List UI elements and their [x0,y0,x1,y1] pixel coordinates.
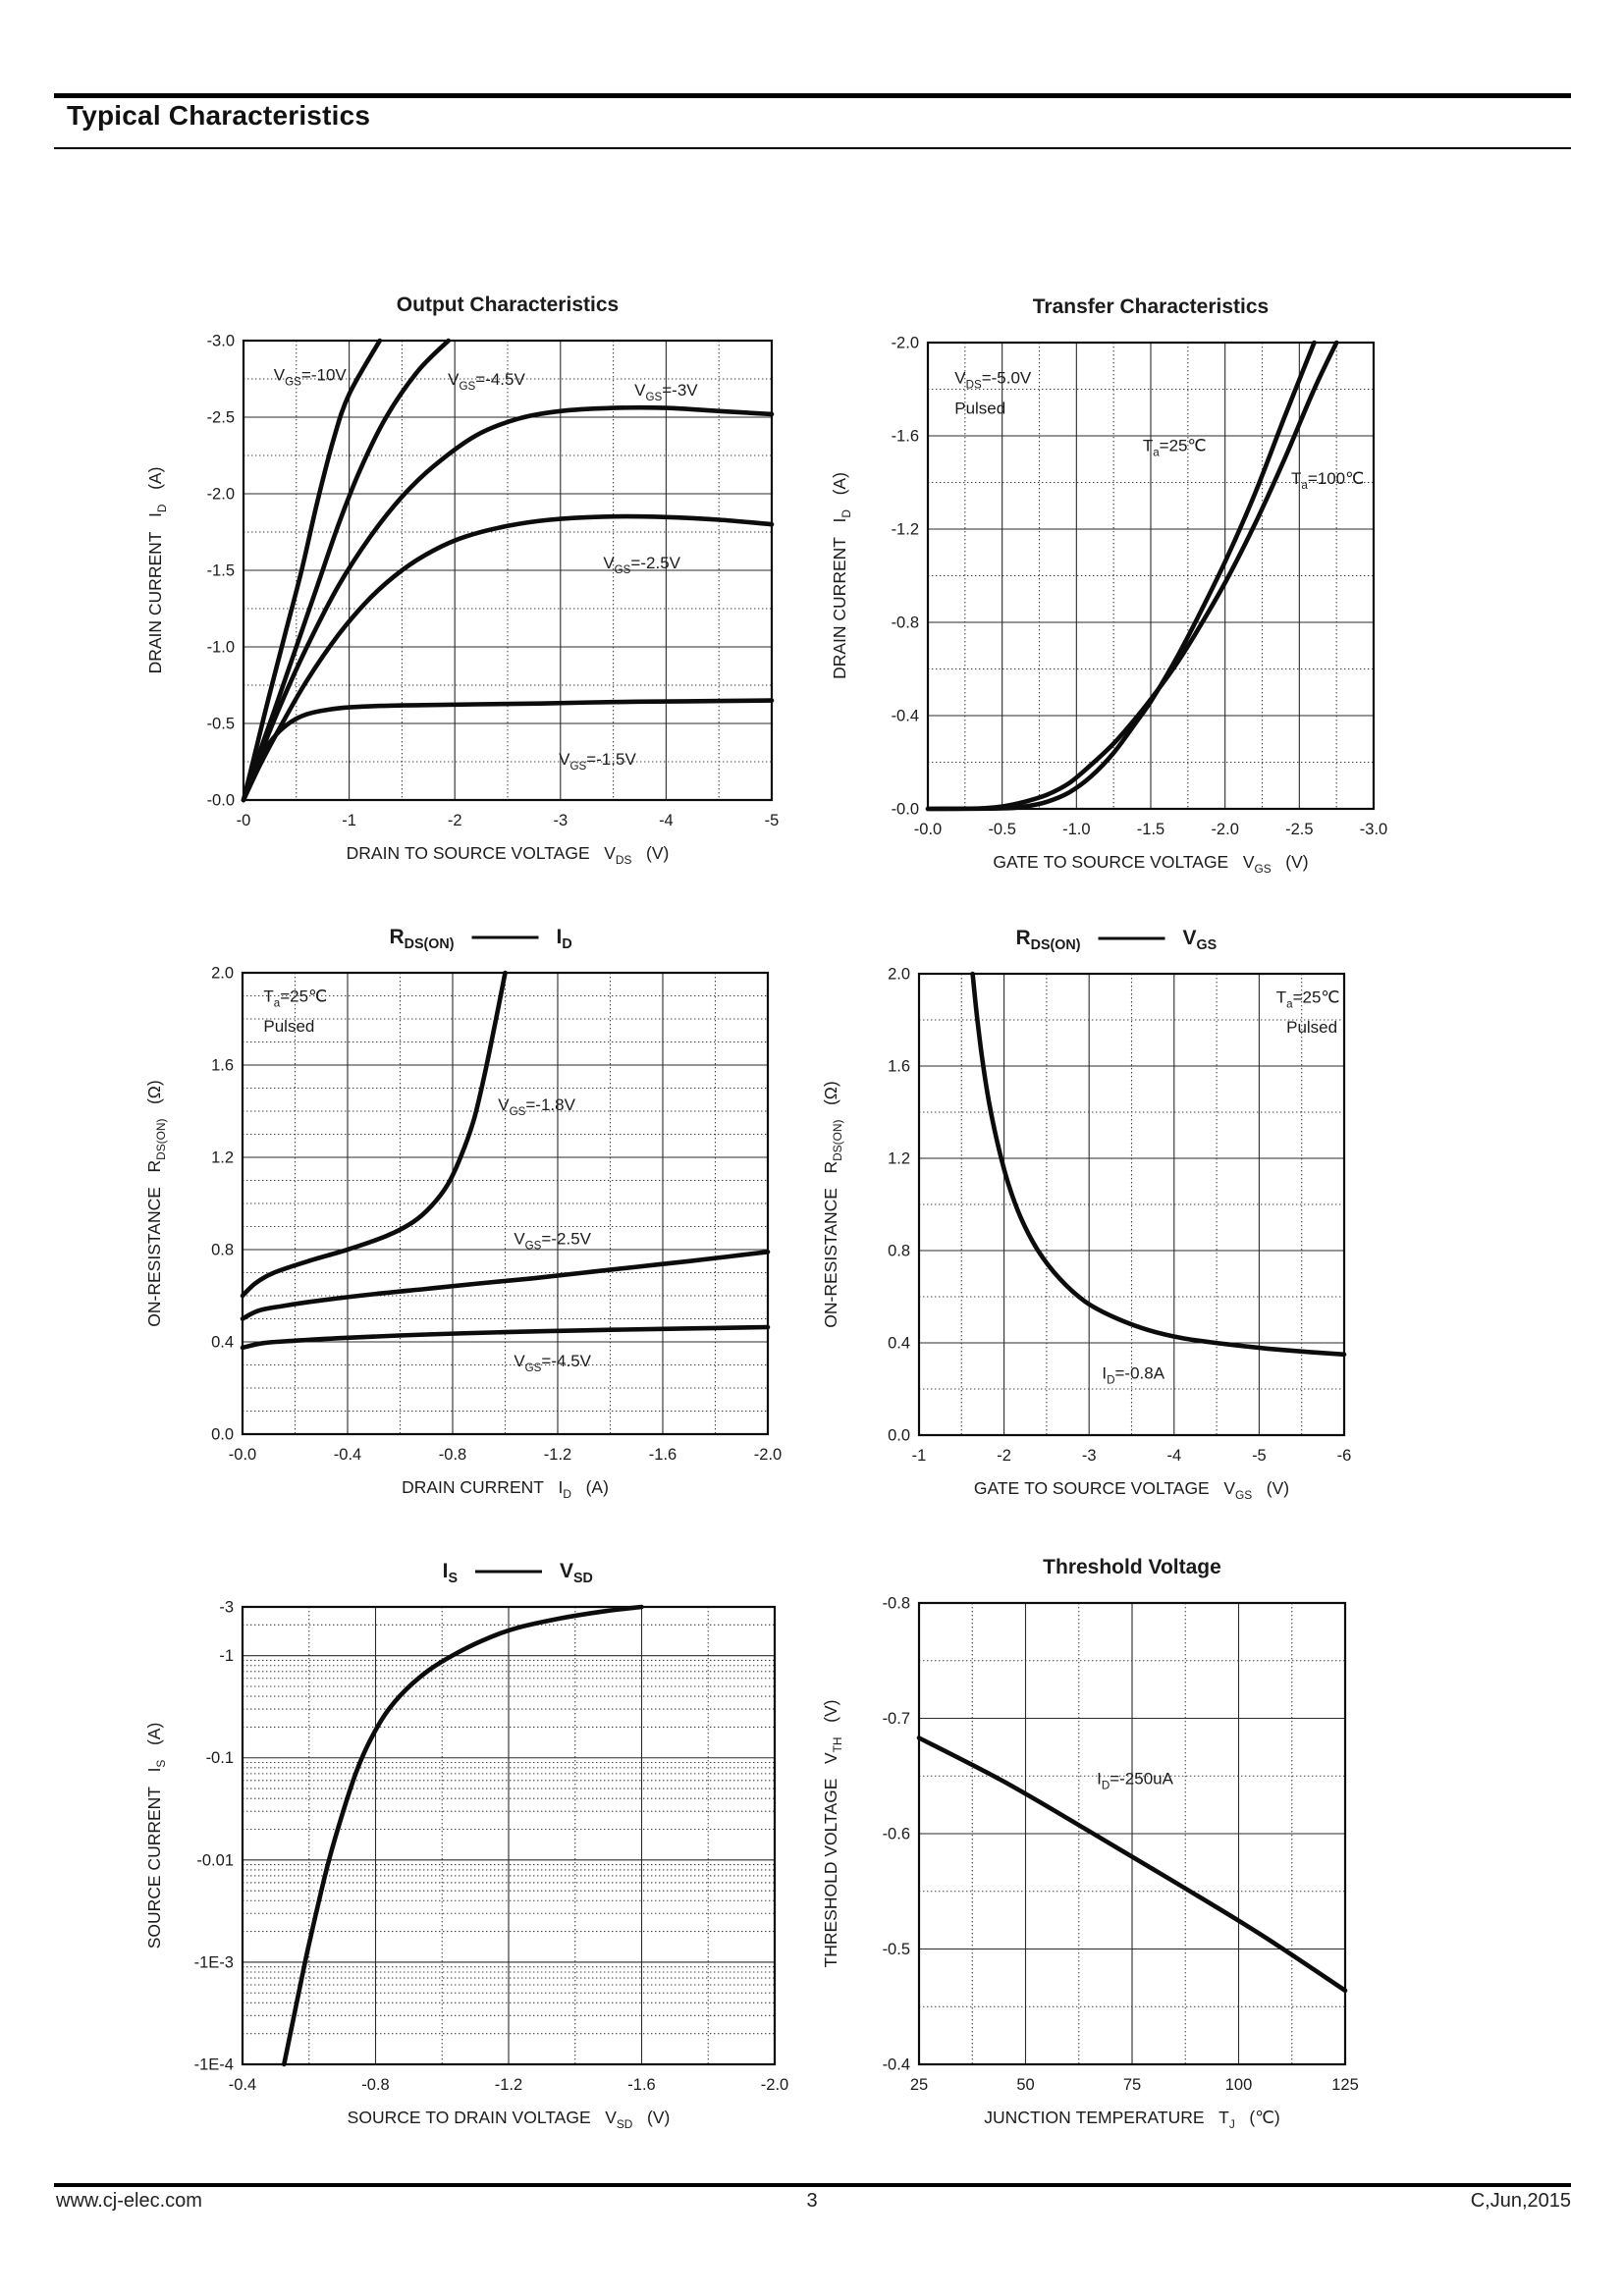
chart-title [397,294,619,316]
svg-text:-1.2: -1.2 [891,520,919,539]
svg-text:VGS=-2.5V: $V_{GS}=-2.5V$ [603,554,680,577]
series-VGS=-4.5V [243,1327,768,1348]
tick-labels [888,966,1351,1466]
y-axis-title: THRESHOLD VOLTAGE $V_{TH}$ (V) [821,1699,844,1968]
chart-title [1016,927,1218,953]
svg-text:-0.8: -0.8 [891,614,919,632]
svg-text:0.8: 0.8 [888,1242,910,1260]
header-rule [54,93,1571,98]
svg-text:IS: $I_S$ [442,1560,458,1586]
svg-text:ID: $I_D$ [556,926,572,952]
svg-text:Ta=25℃: $T_a=25℃$ [1275,988,1340,1011]
svg-text:-5: -5 [764,812,780,829]
svg-text:Transfer Characteristics: Transfer Characteristics [1032,295,1270,318]
svg-text:-4: -4 [1166,1447,1182,1465]
annotations [1097,1770,1174,1792]
svg-text:Pulsed: Pulsed [263,1017,315,1037]
svg-text:VGS=-4.5V: $V_{GS}=-4.5V$ [514,1351,591,1374]
x-axis-title: SOURCE TO DRAIN VOLTAGE $V_{SD}$ (V) [347,2108,671,2131]
svg-text:VGS=-1.5V: $V_{GS}=-1.5V$ [559,749,636,773]
svg-text:-4: -4 [659,812,674,829]
svg-text:VGS: $V_{GS}$ [1182,927,1218,953]
major-grid [919,1603,1345,2064]
footer-rule [54,2183,1571,2187]
svg-text:0.4: 0.4 [888,1334,910,1353]
svg-text:VGS=-10V: $V_{GS}=-10V$ [273,365,347,389]
tick-labels [207,333,780,830]
svg-text:VSD: $V_{SD}$ [560,1560,593,1586]
svg-text:-0.1: -0.1 [205,1749,234,1768]
svg-text:-1.2: -1.2 [543,1446,572,1464]
svg-text:ID=-250uA: $I_D=-250uA$ [1097,1769,1173,1792]
header-subrule [54,147,1571,149]
svg-text:-0.4: -0.4 [882,2056,910,2074]
svg-text:-2.5: -2.5 [206,408,235,427]
footer-website: www.cj-elec.com [56,2190,202,2212]
svg-text:-3.0: -3.0 [206,332,235,350]
svg-text:-5: -5 [1252,1447,1267,1465]
svg-text:-3: -3 [1081,1447,1097,1465]
svg-text:VGS=-3V: $V_{GS}=-3V$ [634,380,698,403]
chart-is-vs-vsd [127,1542,804,2143]
svg-text:-0.5: -0.5 [206,715,235,733]
chart-threshold-voltage [803,1538,1375,2143]
y-axis-title: DRAIN CURRENT $I_D$ (A) [145,466,169,674]
svg-text:-0.4: -0.4 [228,2076,257,2094]
svg-text:0.0: 0.0 [211,1425,234,1444]
minor-grid [243,973,768,1434]
svg-text:-0.0: -0.0 [206,791,235,810]
svg-text:-1.6: -1.6 [627,2076,656,2094]
svg-text:-1E-4: -1E-4 [193,2056,234,2074]
x-axis-title: GATE TO SOURCE VOLTAGE $V_{GS}$ (V) [973,1478,1290,1502]
annotations [954,369,1364,492]
footer-page-number: 3 [806,2190,818,2212]
x-axis-title: DRAIN CURRENT $I_D$ (A) [402,1477,609,1501]
svg-text:-0.6: -0.6 [882,1825,910,1843]
major-grid [243,1607,775,2064]
chart-output-characteristics [128,276,801,879]
series-VGS=-2.5V [243,1252,768,1318]
svg-text:-0.8: -0.8 [882,1594,910,1613]
svg-text:-0.0: -0.0 [913,821,943,838]
svg-text:-0.4: -0.4 [333,1446,362,1464]
footer-revision: C,Jun,2015 [1470,2190,1571,2212]
svg-text:100: 100 [1224,2076,1253,2094]
svg-text:-3: -3 [219,1598,234,1617]
svg-text:VDS=-5.0V: $V_{DS}=-5.0V$ [954,368,1032,392]
svg-text:ID=-0.8A: $I_D=-0.8A$ [1102,1363,1165,1387]
x-axis-title: JUNCTION TEMPERATURE $T_J$ (℃) [984,2108,1280,2131]
svg-text:Output Characteristics: Output Characteristics [396,294,620,316]
chart-title [390,926,572,952]
svg-text:-6: -6 [1336,1447,1352,1465]
svg-text:Threshold Voltage: Threshold Voltage [1043,1556,1221,1578]
svg-text:-0: -0 [236,812,251,829]
svg-text:-2.0: -2.0 [753,1446,783,1464]
x-axis-title: DRAIN TO SOURCE VOLTAGE $V_{DS}$ (V) [346,843,670,867]
svg-text:-2.0: -2.0 [891,334,919,352]
svg-text:Pulsed: Pulsed [1286,1018,1338,1038]
svg-text:-3: -3 [553,812,568,829]
svg-text:-0.7: -0.7 [882,1710,910,1728]
svg-text:50: 50 [1016,2076,1035,2094]
svg-text:-0.0: -0.0 [228,1446,257,1464]
x-axis-title: GATE TO SOURCE VOLTAGE $V_{GS}$ (V) [993,852,1309,876]
svg-text:0.4: 0.4 [211,1333,234,1352]
svg-text:-1.2: -1.2 [494,2076,523,2094]
svg-text:VGS=-2.5V: $V_{GS}=-2.5V$ [514,1229,591,1253]
y-axis-title: DRAIN CURRENT $I_D$ (A) [830,472,853,679]
y-axis-title: ON-RESISTANCE $R_{DS(ON)}$ (Ω) [821,1081,844,1328]
svg-text:VGS=-4.5V: $V_{GS}=-4.5V$ [448,370,525,393]
svg-text:-2.0: -2.0 [206,485,235,504]
svg-text:1.6: 1.6 [888,1057,910,1076]
svg-text:RDS(ON): $R_{DS(ON)}$ [1015,927,1081,953]
svg-text:-0.0: -0.0 [891,800,919,819]
svg-text:-2.5: -2.5 [1285,821,1314,838]
chart-rdson-vs-id [127,908,797,1513]
svg-text:-1.5: -1.5 [206,561,235,580]
svg-text:-1E-3: -1E-3 [193,1953,234,1972]
svg-text:-0.8: -0.8 [438,1446,467,1464]
svg-text:-0.5: -0.5 [988,821,1016,838]
svg-text:-1: -1 [342,812,356,829]
chart-title [443,1560,593,1586]
svg-text:-0.4: -0.4 [891,707,919,725]
svg-text:Ta=25℃: $T_a=25℃$ [1142,436,1207,459]
svg-text:-1.0: -1.0 [206,638,235,657]
tick-labels [194,1599,789,2095]
svg-text:1.2: 1.2 [211,1148,234,1167]
series-IS [284,1607,641,2064]
svg-text:-1: -1 [911,1447,927,1465]
page-title: Typical Characteristics [67,100,371,131]
chart-title [1043,1556,1221,1578]
svg-text:-2: -2 [447,812,462,829]
svg-text:VGS=-1.8V: $V_{GS}=-1.8V$ [498,1095,575,1118]
svg-text:RDS(ON): $R_{DS(ON)}$ [389,926,455,952]
svg-text:125: 125 [1331,2076,1359,2094]
tick-labels [211,965,782,1465]
svg-text:Ta=25℃: $T_a=25℃$ [263,987,328,1010]
svg-text:-2.0: -2.0 [760,2076,789,2094]
svg-text:0.0: 0.0 [888,1426,910,1445]
svg-text:-0.01: -0.01 [196,1851,234,1870]
svg-text:1.6: 1.6 [211,1056,234,1075]
svg-text:0.8: 0.8 [211,1241,234,1259]
y-axis-title: SOURCE CURRENT $I_S$ (A) [144,1722,168,1949]
svg-text:2.0: 2.0 [211,964,234,983]
series [284,1607,641,2064]
svg-text:-1: -1 [219,1647,234,1666]
chart-title [1033,295,1269,318]
svg-text:-1.6: -1.6 [891,427,919,446]
y-axis-title: ON-RESISTANCE $R_{DS(ON)}$ (Ω) [144,1080,168,1327]
svg-text:Ta=100℃: $T_a=100℃$ [1290,468,1365,492]
chart-transfer-characteristics [812,278,1403,887]
svg-text:Pulsed: Pulsed [954,399,1006,418]
svg-text:-0.8: -0.8 [361,2076,390,2094]
svg-text:75: 75 [1122,2076,1142,2094]
svg-text:25: 25 [909,2076,929,2094]
chart-rdson-vs-vgs [803,909,1374,1514]
svg-text:-0.5: -0.5 [882,1941,910,1958]
svg-text:-1.6: -1.6 [648,1446,677,1464]
tick-labels [883,1595,1359,2095]
svg-text:-1.5: -1.5 [1136,821,1165,838]
svg-text:-1.0: -1.0 [1062,821,1091,838]
svg-text:-2: -2 [997,1447,1011,1465]
svg-text:-2.0: -2.0 [1211,821,1239,838]
svg-text:2.0: 2.0 [888,965,910,984]
svg-text:-3.0: -3.0 [1359,821,1388,838]
svg-text:1.2: 1.2 [888,1149,910,1168]
